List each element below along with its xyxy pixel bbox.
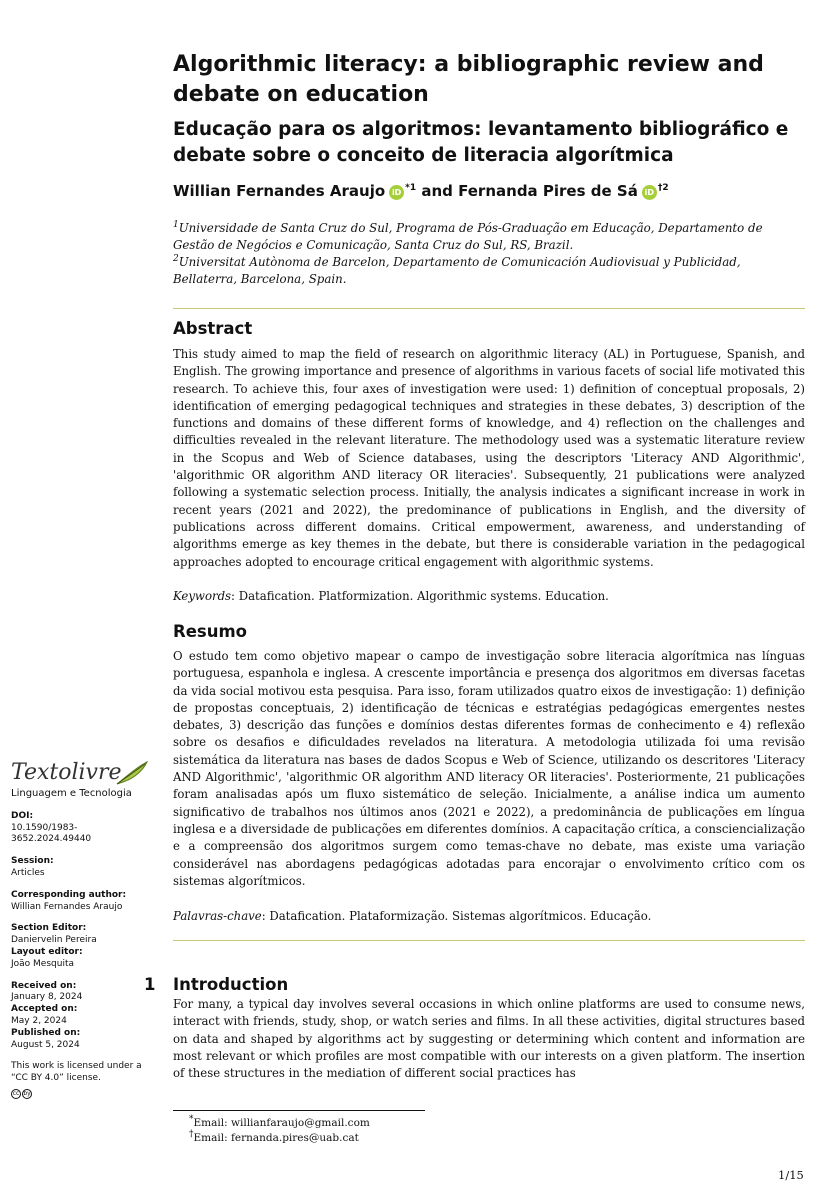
author-name: Willian Fernandes Araujo [173,182,386,200]
resumo-heading: Resumo [173,622,247,641]
affiliation-item: $^1$Universidade de Santa Cruz do Sul, Programa de Pós-Graduação em Educação, Departamento de Gestão de Negócios e Comunicação, Santa Cruz do Sul, RS, Brazil. [173,220,763,252]
journal-logo: Textolivre [11,760,151,788]
resumo-body: O estudo tem como objetivo mapear o campo de investigação sobre literacia algorítmica nas línguas portuguesa, espanhola e inglesa. A crescente importância e presença dos algoritmos em diversas facetas da vida social motivou esta pesquisa. Para isso, foram utilizados quatro eixos de investigação: 1) definição de propostas conceptuais, 2) identificação de técnicas e estratégias pedagógicas emergentes nestes debates, 3) descrição das funções e domínios destas diferentes formas de conhecimento e 4) reflexão sobre os desafios e dificuldades revelados na literatura. A metodologia utilizada foi uma revisão sistemática da literatura nas bases de dados Scopus e Web of Science, utilizando os descritores 'Literacy AND Algorithmic', 'algorithmic OR algorithm AND literacy OR literacies'. Posteriormente, 21 publicações foram analisadas após um fluxo sistemático de seleção. Inicialmente, a análise indica um aumento significativo de trabalhos nos últimos anos (2021 e 2022), a predominância de publicações em língua inglesa e a diversidade de publicações em diferentes domínios. A capacitação crítica, a consciencialização e a compreensão dos algoritmos surgem como temas-chave no debate, mas existe uma variação considerável nas abordagens pedagógicas adotadas para encorajar o envolvimento crítico com os sistemas algorítmicos. [173,649,805,888]
article-sidebar [11,760,151,1110]
footnote-item: *Email: willianfaraujo@gmail.com [189,1114,370,1129]
editors-block: Section Editor: Daniervelin Pereira Layout editor: João Mesquita [11,923,97,969]
license-block [11,1061,151,1099]
resumo-keywords: Palavras-chave: Datafication. Plataformização. Sistemas algorítmicos. Educação. [173,909,652,923]
abstract-keywords: Keywords: Datafication. Platformization. Algorithmic systems. Education. [173,589,609,603]
paper-subtitle: Educação para os algoritmos: levantamento bibliográfico e debate sobre o conceito de literacia algorítmica [173,119,789,166]
orcid-icon[interactable]: iD [389,185,404,200]
abstract-body: This study aimed to map the field of research on algorithmic literacy (AL) in Portuguese, Spanish, and English. The growing importance and presence of algorithms in various facets of social life motivated this research. To achieve this, four axes of investigation were used: 1) definition of conceptual proposals, 2) identification of emerging pedagogical techniques and strategies in these debates, 3) description of the functions and domains of these different forms of knowledge, and 4) reflection on the challenges and difficulties revealed in the relevant literature. The methodology used was a systematic literature review in the Scopus and Web of Science databases, using the descriptors 'Literacy AND Algorithmic', 'algorithmic OR algorithm AND literacy OR literacies'. Subsequently, 21 publications were analyzed following a systematic selection process. Initially, the analysis indicates a significant increase in work in recent years (2021 and 2022), the predominance of publications in English, and the diversity of publications across different domains. Critical empowerment, awareness, and understanding of algorithms emerge as key themes in the debate, but there is considerable variation in the pedagogical approaches adopted to encourage critical engagement with algorithmic systems. [173,347,805,569]
paper-title: Algorithmic literacy: a bibliographic review and debate on education [173,52,764,107]
footnote-rule [173,1110,425,1111]
dates-block: Received on: January 8, 2024 Accepted on: May 2, 2024 Published on: August 5, 2024 [11,980,83,1050]
by-icon: by [23,1089,31,1097]
quill-icon [115,760,149,786]
cc-icon: cc [12,1089,20,1097]
corresponding-author-block: Corresponding author: Willian Fernandes Araujo [11,889,127,912]
author-mark: *1 [405,183,417,193]
email-link[interactable]: willianfaraujo@gmail.com [230,1117,370,1129]
footnote-item: †Email: fernanda.pires@uab.cat [189,1129,359,1144]
page-number: 1/15 [778,1168,804,1182]
introduction-heading: Introduction [173,975,289,994]
license-text[interactable]: This work is licensed under a “CC BY 4.0” license. [11,1061,142,1084]
doi-block: DOI: 10.1590/1983-3652.2024.49440 [11,810,92,845]
introduction-body: For many, a typical day involves several occasions in which online platforms are used to consume news, interact with friends, study, shop, or watch series and films. In all these activities, digital structures based on data and shaped by algorithms act by suggesting or determining which content and information are most relevant or which profiles are most compatible with our interests on a given platform. The insertion of these structures in the mediation of different social practices has [173,997,805,1081]
orcid-icon[interactable]: iD [642,185,657,200]
journal-subtitle: Linguagem e Tecnologia [11,788,132,799]
doi-link[interactable]: 10.1590/1983-3652.2024.49440 [11,822,92,845]
session-block: Session: Articles [11,856,54,878]
affiliation-item: $^2$Universitat Autònoma de Barcelon, Departamento de Comunicación Audiovisual y Publicidad, Bellaterra, Barcelona, Spain. [173,254,741,286]
author-line [173,180,813,202]
abstract-heading: Abstract [173,319,253,338]
author-connector: and [421,182,453,200]
section-number: 1 [144,975,156,994]
section-divider [173,308,805,309]
author-name: Fernanda Pires de Sá [458,182,638,200]
email-link[interactable]: fernanda.pires@uab.cat [230,1132,359,1144]
footnotes [189,1116,370,1146]
author-mark: †2 [657,183,669,193]
affiliations [173,220,793,288]
section-divider [173,940,805,941]
